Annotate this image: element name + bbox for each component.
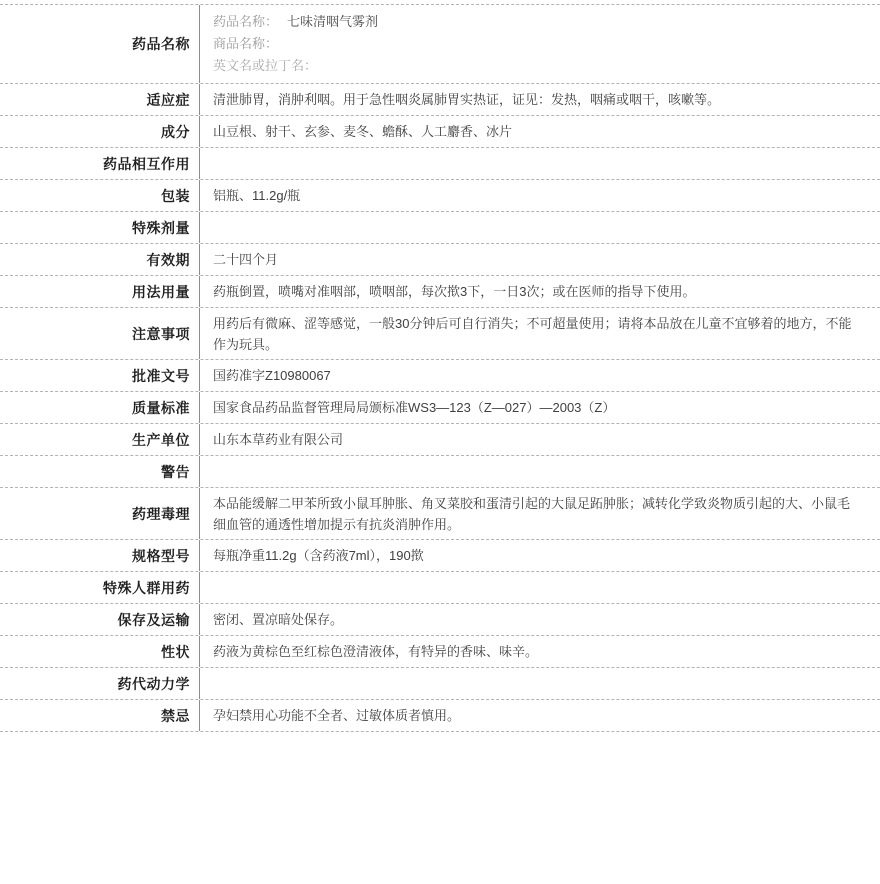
row-storage-transport: [0, 604, 880, 636]
row-label: 特殊剂量: [0, 212, 200, 243]
row-value: 清泄肺胃，消肿利咽。用于急性咽炎属肺胃实热证，证见：发热，咽痛或咽干，咳嗽等。: [213, 92, 721, 107]
row-approval-number: [0, 360, 880, 392]
row-label: 批准文号: [0, 360, 200, 391]
row-packaging: [0, 180, 880, 212]
row-shelf-life: [0, 244, 880, 276]
row-label: 用法用量: [0, 276, 200, 307]
row-special-population: [0, 572, 880, 604]
row-label: 保存及运输: [0, 604, 200, 635]
row-precautions: [0, 308, 880, 360]
drug-name-value: 七味清咽气雾剂: [287, 14, 379, 29]
row-value: [200, 572, 880, 603]
row-label: 包装: [0, 180, 200, 211]
row-label: 禁忌: [0, 700, 200, 731]
row-label: 规格型号: [0, 540, 200, 571]
row-indications: [0, 84, 880, 116]
row-label: 警告: [0, 456, 200, 487]
row-value: 药液为黄棕色至红棕色澄清液体，有特异的香味、味辛。: [213, 644, 539, 659]
row-dosage-usage: [0, 276, 880, 308]
row-label: 性状: [0, 636, 200, 667]
row-label: 药品名称: [0, 5, 200, 83]
row-label: 特殊人群用药: [0, 572, 200, 603]
row-contraindications: [0, 700, 880, 732]
row-label: 生产单位: [0, 424, 200, 455]
row-ingredients: [0, 116, 880, 148]
row-warning: [0, 456, 880, 488]
drug-name-line: [213, 11, 378, 33]
row-value: 山东本草药业有限公司: [213, 432, 344, 447]
row-characteristics: [0, 636, 880, 668]
row-value: 山豆根、射干、玄参、麦冬、蟾酥、人工麝香、冰片: [213, 124, 513, 139]
row-label: 适应症: [0, 84, 200, 115]
row-value: 每瓶净重11.2g（含药液7ml），190揿: [213, 548, 424, 563]
row-value: 密闭、置凉暗处保存。: [213, 612, 344, 627]
row-value: 国药准字Z10980067: [213, 368, 331, 383]
row-value: 二十四个月: [213, 252, 279, 267]
row-drug-interactions: [0, 148, 880, 180]
row-value: 孕妇禁用心功能不全者、过敏体质者慎用。: [213, 708, 461, 723]
row-drug-name: [0, 5, 880, 84]
row-specification: [0, 540, 880, 572]
row-value: [200, 668, 880, 699]
row-pharmacology-toxicology: [0, 488, 880, 540]
latin-name-line: [213, 55, 326, 77]
row-value: 国家食品药品监督管理局局颁标准WS3—123（Z—027）—2003（Z）: [213, 400, 616, 415]
trade-name-line: [213, 33, 287, 55]
row-pharmacokinetics: [0, 668, 880, 700]
row-value: 用药后有微麻、涩等感觉，一般30分钟后可自行消失；不可超量使用；请将本品放在儿童不宜够着的地方，不能作为玩具。: [213, 315, 852, 352]
row-label: 注意事项: [0, 308, 200, 359]
trade-name-key: 商品名称：: [213, 36, 279, 51]
row-label: 药理毒理: [0, 488, 200, 539]
row-value: [200, 5, 880, 83]
row-quality-standard: [0, 392, 880, 424]
row-label: 药品相互作用: [0, 148, 200, 179]
row-value: 本品能缓解二甲苯所致小鼠耳肿胀、角叉菜胶和蛋清引起的大鼠足跖肿胀；减转化学致炎物质引起的大、小鼠毛细血管的通透性增加提示有抗炎消肿作用。: [213, 495, 851, 532]
latin-name-key: 英文名或拉丁名：: [213, 58, 318, 73]
drug-name-key: 药品名称：: [213, 14, 279, 29]
row-label: 成分: [0, 116, 200, 147]
row-special-dosage: [0, 212, 880, 244]
row-label: 质量标准: [0, 392, 200, 423]
drug-info-table: [0, 4, 880, 732]
row-label: 药代动力学: [0, 668, 200, 699]
row-value: 铝瓶、11.2g/瓶: [213, 188, 301, 203]
row-label: 有效期: [0, 244, 200, 275]
row-manufacturer: [0, 424, 880, 456]
row-value: 药瓶倒置，喷嘴对准咽部，喷咽部，每次揿3下，一日3次；或在医师的指导下使用。: [213, 284, 696, 299]
row-value: [200, 456, 880, 487]
row-value: [200, 148, 880, 179]
row-value: [200, 212, 880, 243]
